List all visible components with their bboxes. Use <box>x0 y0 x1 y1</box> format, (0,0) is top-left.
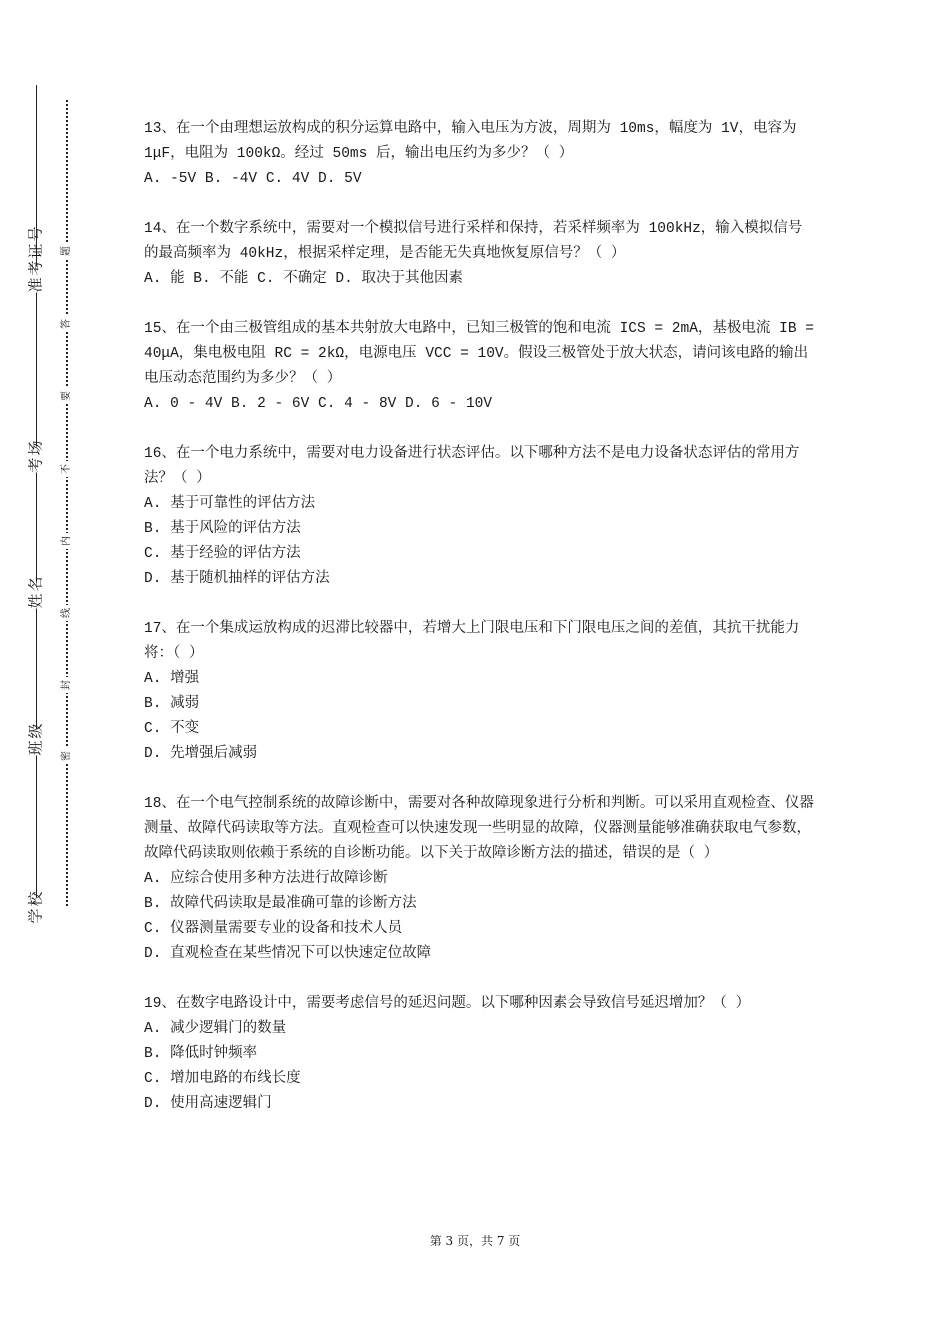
question-options: A. 0 - 4V B. 2 - 6V C. 4 - 8V D. 6 - 10V <box>144 396 493 412</box>
seal-char: 内 <box>59 533 75 549</box>
option-c: C. 基于经验的评估方法 <box>144 546 301 562</box>
seal-char: 封 <box>59 677 75 693</box>
option-a: A. 应综合使用多种方法进行故障诊断 <box>144 871 388 887</box>
question-text: 17、在一个集成运放构成的迟滞比较器中，若增大上门限电压和下门限电压之间的差值，其抗干扰能力将：（ ） <box>144 621 800 662</box>
seal-line <box>66 100 68 906</box>
option-c: C. 仪器测量需要专业的设备和技术人员 <box>144 921 403 937</box>
option-b: B. 基于风险的评估方法 <box>144 521 301 537</box>
field-exam-id: 准考证号 <box>26 224 45 293</box>
seal-char: 答 <box>59 316 75 332</box>
question-13 <box>144 117 816 192</box>
option-b: B. 故障代码读取是最准确可靠的诊断方法 <box>144 896 417 912</box>
seal-char: 题 <box>59 243 75 259</box>
option-c: C. 增加电路的布线长度 <box>144 1071 301 1087</box>
question-options: A. -5V B. -4V C. 4V D. 5V <box>144 171 362 187</box>
seal-char: 要 <box>59 388 75 404</box>
seal-char: 线 <box>59 605 75 621</box>
question-text: 15、在一个由三极管组成的基本共射放大电路中，已知三极管的饱和电流 ICS = 2mA，基极电流 IB = 40μA，集电极电阻 RC = 2kΩ，电源电压 VCC = 10V。假设三极管处于放大状态，请问该电路的输出电压动态范围约为多少？（ ） <box>144 321 814 387</box>
option-a: A. 基于可靠性的评估方法 <box>144 496 316 512</box>
option-a: A. 减少逻辑门的数量 <box>144 1021 287 1037</box>
question-text: 19、在数字电路设计中，需要考虑信号的延迟问题。以下哪种因素会导致信号延迟增加？（ ） <box>144 996 751 1012</box>
option-d: D. 直观检查在某些情况下可以快速定位故障 <box>144 946 432 962</box>
option-a: A. 增强 <box>144 671 200 687</box>
question-17 <box>144 617 816 767</box>
binding-line <box>36 85 37 915</box>
seal-char: 密 <box>59 748 75 764</box>
page-footer: 第 3 页，共 7 页 <box>429 1234 521 1248</box>
option-d: D. 基于随机抽样的评估方法 <box>144 571 330 587</box>
seal-char: 不 <box>59 461 75 477</box>
field-exam-room: 考场 <box>26 438 45 473</box>
option-b: B. 减弱 <box>144 696 200 712</box>
option-c: C. 不变 <box>144 721 200 737</box>
question-19 <box>144 992 816 1117</box>
question-list <box>144 117 816 1142</box>
question-16 <box>144 442 816 592</box>
option-b: B. 降低时钟频率 <box>144 1046 258 1062</box>
question-text: 16、在一个电力系统中，需要对电力设备进行状态评估。以下哪种方法不是电力设备状态评估的常用方法？（ ） <box>144 446 800 487</box>
question-15 <box>144 317 816 417</box>
option-d: D. 使用高速逻辑门 <box>144 1096 272 1112</box>
question-text: 18、在一个电气控制系统的故障诊断中，需要对各种故障现象进行分析和判断。可以采用直观检查、仪器测量、故障代码读取等方法。直观检查可以快速发现一些明显的故障，仪器测量能够准确获取电气参数，故障代码读取则依赖于系统的自诊断功能。以下关于故障诊断方法的描述，错误的是（ ） <box>144 796 814 862</box>
field-school: 学校 <box>26 889 45 924</box>
question-options: A. 能 B. 不能 C. 不确定 D. 取决于其他因素 <box>144 271 464 287</box>
question-text: 14、在一个数字系统中，需要对一个模拟信号进行采样和保持，若采样频率为 100kHz，输入模拟信号的最高频率为 40kHz，根据采样定理，是否能无失真地恢复原信号？（ ） <box>144 221 803 262</box>
option-d: D. 先增强后减弱 <box>144 746 258 762</box>
question-18 <box>144 792 816 967</box>
question-14 <box>144 217 816 292</box>
question-text: 13、在一个由理想运放构成的积分运算电路中，输入电压为方波，周期为 10ms，幅度为 1V，电容为 1μF，电阻为 100kΩ。经过 50ms 后，输出电压约为多少？（ ） <box>144 121 797 162</box>
field-name: 姓名 <box>26 574 45 609</box>
field-class: 班级 <box>26 721 45 756</box>
